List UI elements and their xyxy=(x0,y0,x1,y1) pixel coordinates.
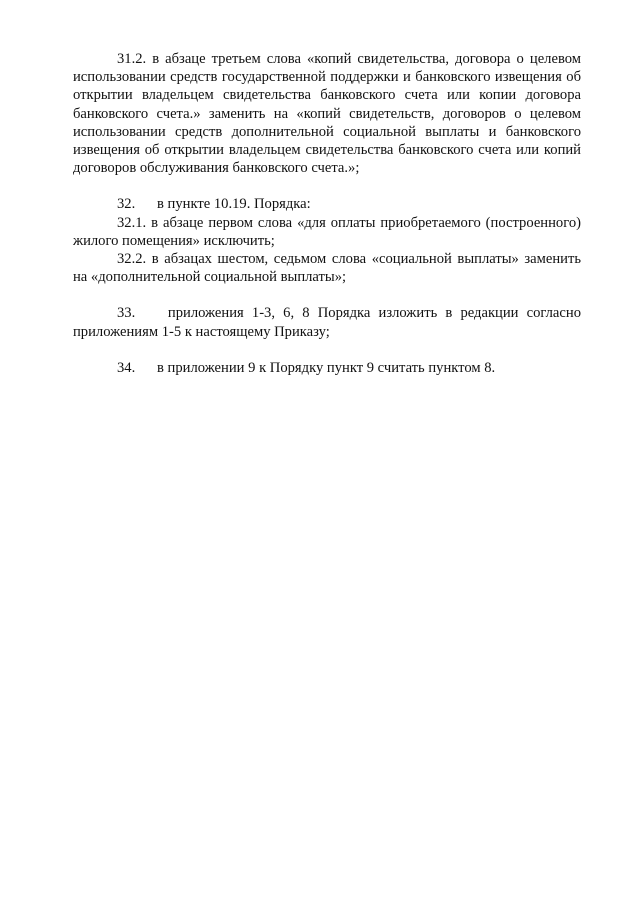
item-text-33: приложения 1-3, 6, 8 Порядка изложить в редакции согласно приложениям 1-5 к настоящему Приказу; xyxy=(73,305,581,340)
paragraph-34 xyxy=(73,359,581,377)
paragraph-32-2: 32.2. в абзацах шестом, седьмом слова «социальной выплаты» заменить на «дополнительной социальной выплаты»; xyxy=(73,251,581,286)
item-text-32: в пункте 10.19. Порядка: xyxy=(157,196,311,213)
item-number-33: 33. xyxy=(117,305,136,322)
paragraph-32-1: 32.1. в абзаце первом слова «для оплаты приобретаемого (построенного) жилого помещения» исключить; xyxy=(73,214,581,249)
paragraph-33 xyxy=(73,304,581,340)
paragraph-gap xyxy=(73,341,581,359)
item-number-34: 34. xyxy=(117,359,136,376)
paragraph-32 xyxy=(73,195,581,213)
paragraph-gap xyxy=(73,286,581,304)
paragraph-gap xyxy=(73,177,581,195)
item-number-32: 32. xyxy=(117,196,136,213)
item-text-34: в приложении 9 к Порядку пункт 9 считать пунктом 8. xyxy=(157,359,496,376)
paragraph-31-2: 31.2. в абзаце третьем слова «копий свидетельства, договора о целевом использовании средств государственной поддержки и банковского извещения об открытии владельцем свидетельства банковского счета или копии договора банковского счета.» заменить на «копий свидетельств, договоров о целевом использовании средств дополнительной социальной выплаты и банковского извещения об открытии владельцем свидетельства банковского счета или копий договоров обслуживания банковского счета.»; xyxy=(73,51,581,177)
document-body xyxy=(73,50,581,377)
